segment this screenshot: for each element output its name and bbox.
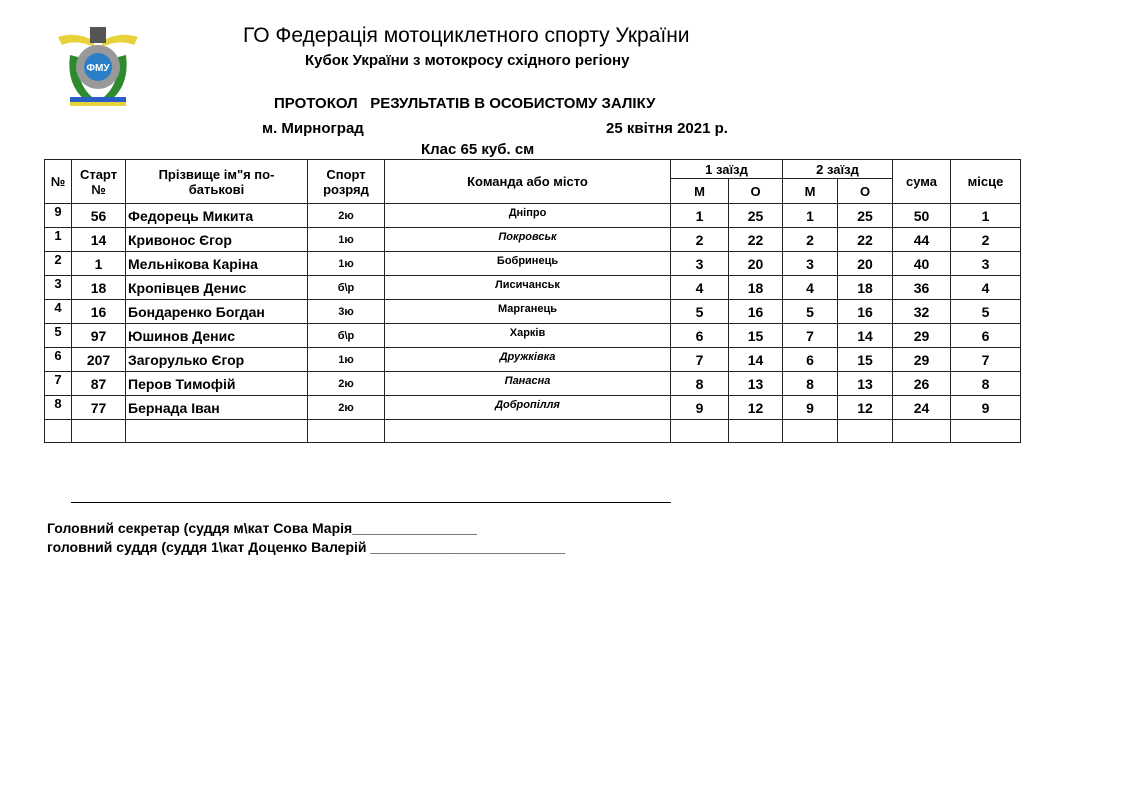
- cell-name: Перов Тимофій: [126, 372, 308, 396]
- cell-race1-m: 4: [671, 276, 729, 300]
- city: м. Мирноград: [262, 120, 364, 137]
- empty-cell: [893, 420, 951, 443]
- cell-name: Кривонос Єгор: [126, 228, 308, 252]
- cup-title: Кубок України з мотокросу східного регіону: [305, 52, 630, 69]
- cell-start: 77: [72, 396, 126, 420]
- cell-no: 4: [45, 300, 72, 324]
- cell-start: 16: [72, 300, 126, 324]
- cell-no: 5: [45, 324, 72, 348]
- header-sum: сума: [893, 160, 951, 204]
- cell-race2-o: 18: [838, 276, 893, 300]
- cell-place: 8: [951, 372, 1021, 396]
- cell-sum: 44: [893, 228, 951, 252]
- table-row: [45, 204, 1021, 228]
- table-row: [45, 276, 1021, 300]
- cell-rank: б\р: [308, 324, 385, 348]
- empty-cell: [951, 420, 1021, 443]
- cell-race2-m: 1: [783, 204, 838, 228]
- header-race2-o: О: [838, 179, 893, 204]
- cell-name: Юшинов Денис: [126, 324, 308, 348]
- table-row: [45, 252, 1021, 276]
- cell-race1-o: 16: [729, 300, 783, 324]
- table-row: [45, 228, 1021, 252]
- cell-name: Бондаренко Богдан: [126, 300, 308, 324]
- cell-name: Федорець Микита: [126, 204, 308, 228]
- cell-race1-o: 14: [729, 348, 783, 372]
- date: 25 квітня 2021 р.: [606, 120, 728, 137]
- cell-race2-o: 16: [838, 300, 893, 324]
- cell-rank: 3ю: [308, 300, 385, 324]
- cell-start: 97: [72, 324, 126, 348]
- table-row: [45, 324, 1021, 348]
- cell-race1-o: 12: [729, 396, 783, 420]
- cell-no: 3: [45, 276, 72, 300]
- cell-start: 207: [72, 348, 126, 372]
- separator-line: [71, 502, 671, 503]
- empty-cell: [308, 420, 385, 443]
- empty-cell: [45, 420, 72, 443]
- cell-no: 8: [45, 396, 72, 420]
- cell-race2-o: 14: [838, 324, 893, 348]
- cell-team: Марганець: [385, 300, 671, 324]
- header-race-2: 2 заїзд: [783, 160, 893, 179]
- secretary-signature: Головний секретар (суддя м\кат Сова Марія________________: [47, 520, 477, 536]
- cell-race2-o: 15: [838, 348, 893, 372]
- protocol-title: ПРОТОКОЛ РЕЗУЛЬТАТІВ В ОСОБИСТОМУ ЗАЛІКУ: [274, 95, 656, 112]
- cell-race1-o: 22: [729, 228, 783, 252]
- cell-sum: 24: [893, 396, 951, 420]
- cell-sum: 50: [893, 204, 951, 228]
- federation-logo: [56, 25, 140, 109]
- header-place: місце: [951, 160, 1021, 204]
- empty-cell: [385, 420, 671, 443]
- cell-start: 18: [72, 276, 126, 300]
- cell-sum: 40: [893, 252, 951, 276]
- cell-name: Мельнікова Каріна: [126, 252, 308, 276]
- results-table: [44, 159, 1021, 443]
- header-race1-o: О: [729, 179, 783, 204]
- cell-start: 1: [72, 252, 126, 276]
- header-race1-m: М: [671, 179, 729, 204]
- cell-rank: 2ю: [308, 396, 385, 420]
- cell-race2-o: 22: [838, 228, 893, 252]
- cell-race2-o: 12: [838, 396, 893, 420]
- cell-race2-o: 13: [838, 372, 893, 396]
- table-row: [45, 348, 1021, 372]
- empty-cell: [72, 420, 126, 443]
- cell-race2-m: 9: [783, 396, 838, 420]
- cell-team: Покровськ: [385, 228, 671, 252]
- cell-sum: 32: [893, 300, 951, 324]
- cell-name: Кропівцев Денис: [126, 276, 308, 300]
- cell-race2-m: 5: [783, 300, 838, 324]
- cell-team: Панасна: [385, 372, 671, 396]
- cell-no: 7: [45, 372, 72, 396]
- judge-signature: головний суддя (суддя 1\кат Доценко Валерій _________________________: [47, 539, 566, 555]
- header-race2-m: М: [783, 179, 838, 204]
- empty-cell: [838, 420, 893, 443]
- cell-race1-m: 9: [671, 396, 729, 420]
- cell-team: Харків: [385, 324, 671, 348]
- cell-place: 1: [951, 204, 1021, 228]
- cell-sum: 36: [893, 276, 951, 300]
- table-row: [45, 396, 1021, 420]
- empty-cell: [671, 420, 729, 443]
- table-row: [45, 300, 1021, 324]
- cell-race1-o: 15: [729, 324, 783, 348]
- cell-place: 6: [951, 324, 1021, 348]
- cell-start: 14: [72, 228, 126, 252]
- header-team: Команда або місто: [385, 160, 671, 204]
- cell-race2-o: 25: [838, 204, 893, 228]
- cell-sum: 26: [893, 372, 951, 396]
- empty-cell: [729, 420, 783, 443]
- cell-race2-m: 7: [783, 324, 838, 348]
- cell-start: 56: [72, 204, 126, 228]
- cell-race1-o: 13: [729, 372, 783, 396]
- cell-no: 6: [45, 348, 72, 372]
- cell-no: 9: [45, 204, 72, 228]
- cell-race1-o: 25: [729, 204, 783, 228]
- cell-start: 87: [72, 372, 126, 396]
- cell-place: 5: [951, 300, 1021, 324]
- svg-text:ФМУ: ФМУ: [86, 63, 110, 74]
- cell-place: 4: [951, 276, 1021, 300]
- cell-team: Добропілля: [385, 396, 671, 420]
- cell-no: 1: [45, 228, 72, 252]
- header-no: №: [45, 160, 72, 204]
- header-start: Старт №: [72, 160, 126, 204]
- cell-team: Бобринець: [385, 252, 671, 276]
- cell-race1-m: 2: [671, 228, 729, 252]
- header-rank: Спорт розряд: [308, 160, 385, 204]
- cell-race2-m: 3: [783, 252, 838, 276]
- cell-place: 7: [951, 348, 1021, 372]
- cell-race1-o: 20: [729, 252, 783, 276]
- empty-row: [45, 420, 1021, 443]
- cell-team: Дніпро: [385, 204, 671, 228]
- cell-rank: 2ю: [308, 204, 385, 228]
- cell-place: 2: [951, 228, 1021, 252]
- cell-place: 9: [951, 396, 1021, 420]
- empty-cell: [126, 420, 308, 443]
- empty-cell: [783, 420, 838, 443]
- cell-race1-m: 6: [671, 324, 729, 348]
- cell-rank: 2ю: [308, 372, 385, 396]
- cell-team: Дружківка: [385, 348, 671, 372]
- cell-place: 3: [951, 252, 1021, 276]
- federation-title: ГО Федерація мотоциклетного спорту України: [243, 24, 690, 47]
- cell-race2-m: 6: [783, 348, 838, 372]
- cell-name: Загорулько Єгор: [126, 348, 308, 372]
- cell-race1-m: 1: [671, 204, 729, 228]
- cell-no: 2: [45, 252, 72, 276]
- class-title: Клас 65 куб. см: [421, 141, 535, 158]
- cell-race2-m: 8: [783, 372, 838, 396]
- cell-rank: 1ю: [308, 252, 385, 276]
- cell-sum: 29: [893, 348, 951, 372]
- header-name: Прізвище ім"я по-батькові: [126, 160, 308, 204]
- cell-sum: 29: [893, 324, 951, 348]
- cell-race1-m: 5: [671, 300, 729, 324]
- cell-rank: 1ю: [308, 228, 385, 252]
- cell-team: Лисичанськ: [385, 276, 671, 300]
- cell-race1-m: 3: [671, 252, 729, 276]
- table-row: [45, 372, 1021, 396]
- cell-race2-m: 2: [783, 228, 838, 252]
- cell-race1-o: 18: [729, 276, 783, 300]
- cell-race1-m: 7: [671, 348, 729, 372]
- cell-race2-o: 20: [838, 252, 893, 276]
- cell-race1-m: 8: [671, 372, 729, 396]
- header-race-1: 1 заїзд: [671, 160, 783, 179]
- cell-rank: 1ю: [308, 348, 385, 372]
- cell-name: Бернада Іван: [126, 396, 308, 420]
- cell-race2-m: 4: [783, 276, 838, 300]
- cell-rank: б\р: [308, 276, 385, 300]
